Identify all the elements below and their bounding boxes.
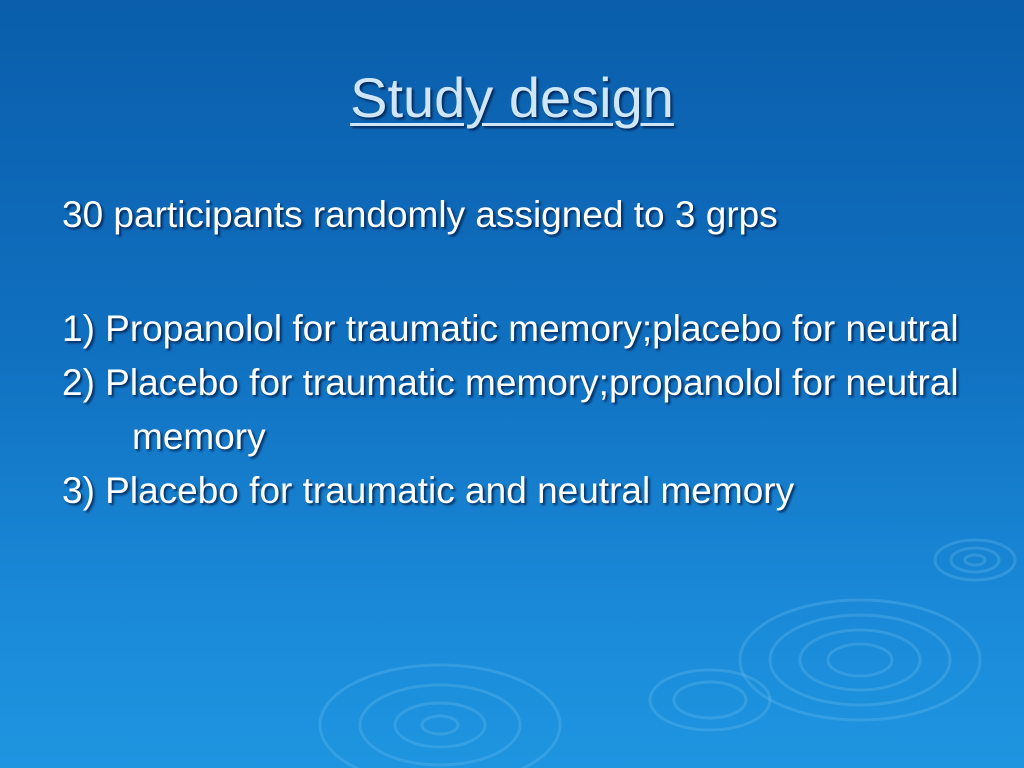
list-item: 2) Placebo for traumatic memory;propanolol for neutral memory [62,362,959,457]
slide-body [62,188,982,518]
slide-title: Study design [350,66,674,129]
lead-text: 30 participants randomly assigned to 3 grps [62,194,778,235]
list-item: 3) Placebo for traumatic and neutral memory [62,470,795,511]
list-item: 1) Propanolol for traumatic memory;placebo for neutral [62,308,959,349]
